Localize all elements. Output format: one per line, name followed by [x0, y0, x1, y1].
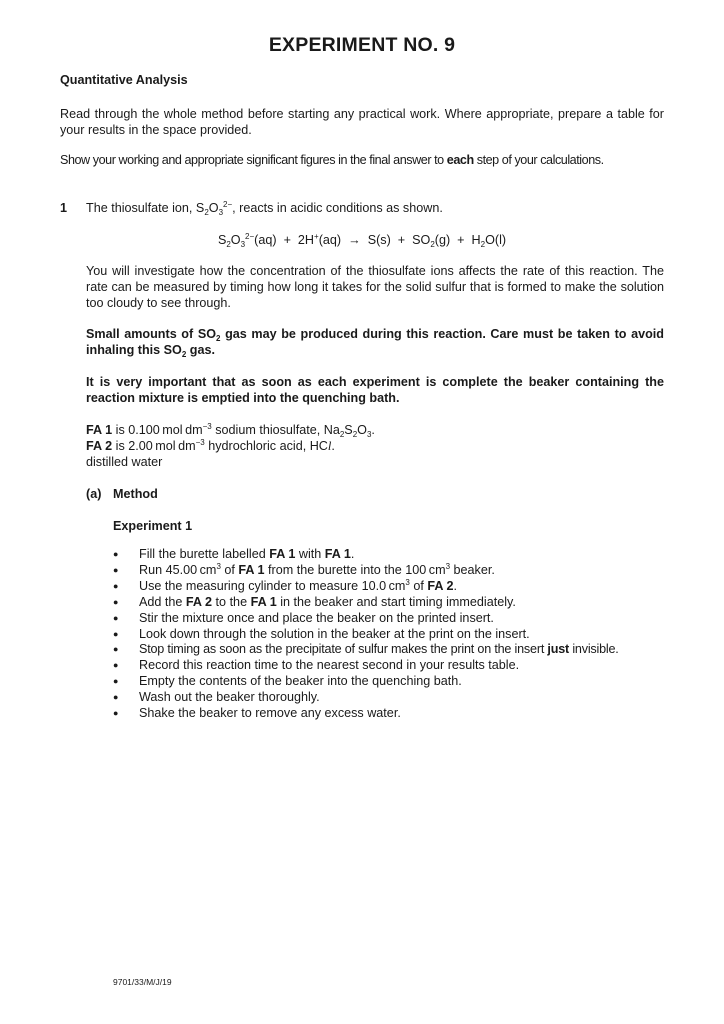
list-item: ● Run 45.00 $cm^3$ of FA 1 from the burette into the 100 $cm^3$ beaker. [113, 563, 619, 579]
reaction-equation: $S_2O_3^{2-}(aq) + 2H^+(aq) \to S(s) + SO_2(g) + H_2O(l)$ [217, 232, 507, 249]
quenching-warning: It is very important that as soon as each experiment is complete the beaker containing the reaction mixture is emptied into the quenching bath. [86, 375, 664, 406]
experiment-heading: Experiment 1 [113, 519, 193, 533]
material-water: distilled water [86, 455, 163, 470]
list-item: ● Empty the contents of the beaker into the quenching bath. [113, 674, 619, 690]
list-item: ● Look down through the solution in the beaker at the print on the insert. [113, 627, 619, 643]
list-item: ● Record this reaction time to the nearest second in your results table. [113, 658, 619, 674]
intro-paragraph: Read through the whole method before starting any practical work. Where appropriate, prepare a table for your results in the space provided. [60, 107, 664, 138]
list-item: ● Add the FA 2 to the FA 1 in the beaker and start timing immediately. [113, 595, 619, 611]
safety-warning: Small amounts of $SO_2$ gas may be produced during this reaction. Care must be taken to avoid inhaling this $SO_2$ gas. [86, 327, 664, 360]
list-item: ● Stop timing as soon as the precipitate of sulfur makes the print on the insert just invisible. [113, 642, 619, 658]
list-item: ● Shake the beaker to remove any excess water. [113, 706, 619, 722]
list-item: ● Use the measuring cylinder to measure 10.0 $cm^3$ of FA 2. [113, 579, 619, 595]
part-a-heading: Method [113, 487, 158, 501]
paper-code-footer: 9701/33/M/J/19 [113, 977, 172, 987]
list-item: ● Fill the burette labelled FA 1 with FA 1. [113, 547, 619, 563]
section-heading: Quantitative Analysis [60, 73, 188, 87]
materials-list [86, 422, 375, 471]
material-fa2: FA 2 is 2.00 mol $dm^{-3}$ hydrochloric acid, HCl. [86, 438, 335, 454]
material-fa1: FA 1 is 0.100 mol $dm^{-3}$ sodium thiosulfate, $Na_2S_2O_3$. [86, 422, 375, 439]
page-title: EXPERIMENT NO. 9 [268, 34, 456, 56]
list-item: ● Wash out the beaker thoroughly. [113, 690, 619, 706]
working-instruction: Show your working and appropriate significant figures in the final answer to each step of your calculations. [60, 153, 604, 167]
list-item: ● Stir the mixture once and place the beaker on the printed insert. [113, 611, 619, 627]
method-steps [113, 547, 619, 722]
question-number: 1 [60, 201, 68, 215]
question-intro: The thiosulfate ion, $S_2O_3^{2-}$, reacts in acidic conditions as shown. [86, 200, 443, 217]
part-a-label: (a) [86, 487, 102, 501]
investigation-paragraph: You will investigate how the concentration of the thiosulfate ions affects the rate of this reaction. The rate can be measured by timing how long it takes for the solid sulfur that is formed to make the solution too cloudy to see through. [86, 264, 664, 311]
